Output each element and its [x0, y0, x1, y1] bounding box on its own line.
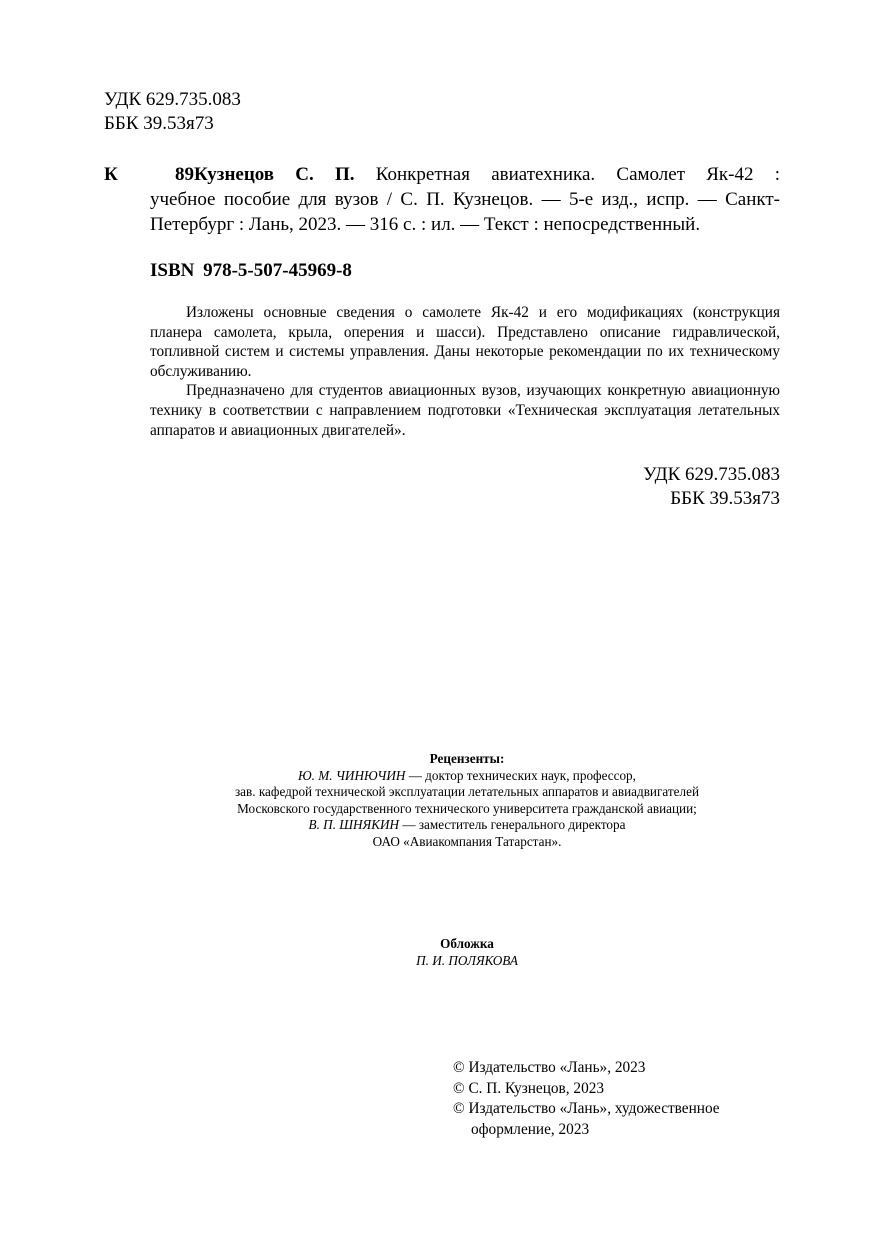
cover-designer: П. И. ПОЛЯКОВА — [416, 952, 518, 968]
reviewer-1-organization: Московского государственного технического университета гражданской авиации; — [237, 800, 697, 816]
reviewer-2 — [0, 817, 876, 834]
reviewer-1-title: — доктор технических наук, профессор, — [405, 767, 636, 783]
udk-code: УДК 629.735.083 — [643, 464, 780, 485]
reviewer-1 — [0, 768, 876, 785]
author-name: Кузнецов С. П. — [194, 164, 355, 185]
copyright-line: © Издательство «Лань», художественное — [453, 1100, 720, 1117]
entry-line-2: учебное пособие для вузов / С. П. Кузнецов. — 5-е изд., испр. — Санкт- — [150, 189, 780, 210]
udk-code: УДК 629.735.083 — [104, 89, 241, 110]
book-title: Конкретная авиатехника. Самолет Як-42 : — [375, 164, 780, 185]
copyright-line: © С. П. Кузнецов, 2023 — [453, 1079, 605, 1097]
bibliographic-entry — [104, 162, 780, 237]
copyright-line-continued: оформление, 2023 — [471, 1120, 590, 1138]
bbk-code: ББК 39.53я73 — [670, 488, 780, 509]
reviewer-2-organization: ОАО «Авиакомпания Татарстан». — [372, 833, 562, 849]
isbn: ISBN 978-5-507-45969-8 — [150, 260, 352, 281]
reviewers-heading: Рецензенты: — [429, 751, 505, 766]
reviewer-2-title: — заместитель генерального директора — [399, 817, 626, 832]
copyright-block — [453, 1058, 720, 1140]
annotation — [150, 303, 780, 440]
reviewer-1-position: зав. кафедрой технической эксплуатации летательных аппаратов и авиадвигателей — [234, 784, 700, 799]
udk-block-bottom — [643, 463, 780, 511]
author-mark: К 89 — [104, 164, 194, 185]
cover-heading: Обложка — [440, 936, 494, 951]
cover-credit — [0, 936, 876, 969]
entry-line-1 — [104, 162, 780, 187]
annotation-paragraph-1: Изложены основные сведения о самолете Як-42 и его модификациях (конструкция планера самолета, крыла, оперения и шасси). Представлено описание гидравлической, топливной систем и системы управления. Даны некоторые рекомендации по их техническому обслуживанию. — [150, 304, 780, 380]
copyright-line: © Издательство «Лань», 2023 — [453, 1059, 646, 1076]
reviewers-block — [0, 751, 876, 850]
entry-line-3: Петербург : Лань, 2023. — 316 с. : ил. — Текст : непосредственный. — [150, 214, 701, 235]
bbk-code: ББК 39.53я73 — [104, 113, 214, 134]
reviewer-2-name: В. П. ШНЯКИН — [308, 817, 400, 832]
annotation-paragraph-2: Предназначено для студентов авиационных вузов, изучающих конкретную авиационную технику в соответствии с направлением подготовки «Техническая эксплуатация летательных аппаратов и авиационных двигателей». — [150, 382, 780, 439]
reviewer-1-name: Ю. М. ЧИНЮЧИН — [298, 767, 406, 783]
udk-block-top — [104, 88, 241, 136]
